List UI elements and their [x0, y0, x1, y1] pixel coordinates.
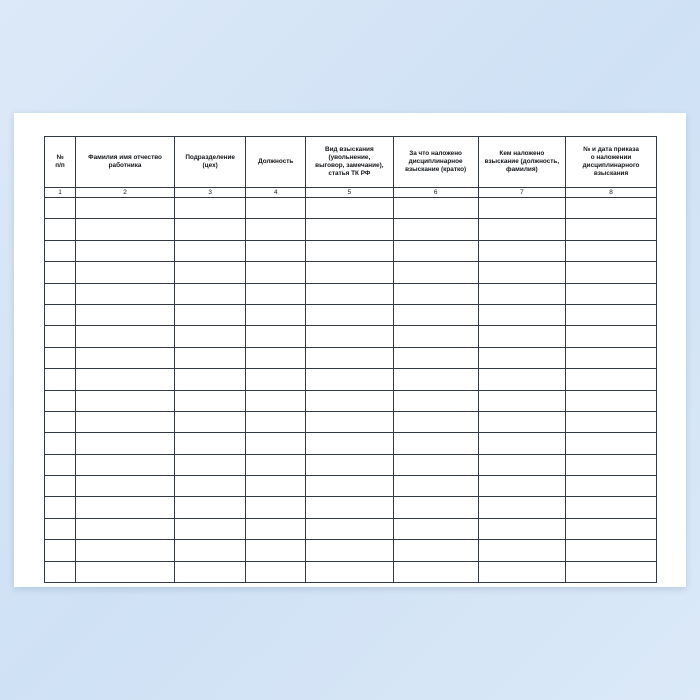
registration-table-area	[44, 136, 657, 566]
table-cell[interactable]	[76, 240, 175, 261]
table-cell[interactable]	[393, 283, 478, 304]
table-cell[interactable]	[45, 369, 76, 390]
column-number-cell: 7	[478, 188, 565, 198]
table-cell[interactable]	[246, 347, 306, 368]
table-cell[interactable]	[45, 433, 76, 454]
table-cell[interactable]	[246, 454, 306, 475]
table-cell[interactable]	[306, 540, 393, 561]
table-cell[interactable]	[175, 198, 246, 219]
table-cell[interactable]	[175, 561, 246, 582]
table-row	[45, 240, 657, 261]
table-cell[interactable]	[45, 262, 76, 283]
table-cell[interactable]	[76, 518, 175, 539]
table-row	[45, 561, 657, 582]
table-cell[interactable]	[76, 390, 175, 411]
table-cell[interactable]	[246, 411, 306, 432]
table-cell[interactable]	[393, 262, 478, 283]
table-cell[interactable]	[45, 540, 76, 561]
table-cell[interactable]	[306, 240, 393, 261]
table-cell[interactable]	[76, 540, 175, 561]
table-cell[interactable]	[306, 198, 393, 219]
col-header-issuer: Кем наложено взыскание (должность, фамилия)	[478, 137, 565, 188]
paper-sheet	[14, 113, 686, 587]
table-cell[interactable]	[175, 476, 246, 497]
column-number-cell: 8	[566, 188, 657, 198]
table-cell[interactable]	[76, 347, 175, 368]
table-row	[45, 540, 657, 561]
table-cell[interactable]	[175, 240, 246, 261]
table-cell[interactable]	[566, 454, 657, 475]
table-cell[interactable]	[478, 283, 565, 304]
table-cell[interactable]	[478, 326, 565, 347]
col-header-number: № п/п	[45, 137, 76, 188]
table-cell[interactable]	[306, 304, 393, 325]
table-cell[interactable]	[393, 219, 478, 240]
table-cell[interactable]	[566, 497, 657, 518]
table-cell[interactable]	[566, 304, 657, 325]
table-cell[interactable]	[76, 497, 175, 518]
table-cell[interactable]	[246, 262, 306, 283]
table-cell[interactable]	[76, 476, 175, 497]
table-cell[interactable]	[566, 262, 657, 283]
table-cell[interactable]	[478, 390, 565, 411]
table-cell[interactable]	[306, 262, 393, 283]
table-row	[45, 390, 657, 411]
table-cell[interactable]	[566, 283, 657, 304]
table-row	[45, 411, 657, 432]
table-cell[interactable]	[45, 240, 76, 261]
table-cell[interactable]	[478, 454, 565, 475]
table-cell[interactable]	[246, 518, 306, 539]
table-cell[interactable]	[306, 390, 393, 411]
table-cell[interactable]	[45, 518, 76, 539]
table-cell[interactable]	[76, 561, 175, 582]
table-cell[interactable]	[306, 433, 393, 454]
table-cell[interactable]	[393, 454, 478, 475]
column-number-cell: 4	[246, 188, 306, 198]
table-cell[interactable]	[45, 561, 76, 582]
table-cell[interactable]	[45, 326, 76, 347]
column-number-cell: 5	[306, 188, 393, 198]
col-header-position: Должность	[246, 137, 306, 188]
table-cell[interactable]	[478, 347, 565, 368]
table-cell[interactable]	[566, 369, 657, 390]
table-cell[interactable]	[478, 240, 565, 261]
table-row	[45, 304, 657, 325]
table-cell[interactable]	[175, 326, 246, 347]
table-cell[interactable]	[175, 433, 246, 454]
table-cell[interactable]	[306, 347, 393, 368]
table-cell[interactable]	[76, 219, 175, 240]
table-cell[interactable]	[306, 219, 393, 240]
table-cell[interactable]	[566, 411, 657, 432]
table-cell[interactable]	[45, 198, 76, 219]
column-number-cell: 3	[175, 188, 246, 198]
col-header-reason: За что наложено дисциплинарное взыскание (кратко)	[393, 137, 478, 188]
disciplinary-register-table	[44, 136, 657, 583]
table-cell[interactable]	[175, 390, 246, 411]
table-cell[interactable]	[175, 454, 246, 475]
table-cell[interactable]	[45, 454, 76, 475]
table-cell[interactable]	[45, 347, 76, 368]
col-header-penalty-type: Вид взыскания (увольнение, выговор, замечание), статья ТК РФ	[306, 137, 393, 188]
table-cell[interactable]	[175, 347, 246, 368]
table-cell[interactable]	[175, 262, 246, 283]
table-row	[45, 476, 657, 497]
table-cell[interactable]	[478, 497, 565, 518]
table-cell[interactable]	[45, 476, 76, 497]
table-cell[interactable]	[306, 476, 393, 497]
table-cell[interactable]	[76, 262, 175, 283]
table-cell[interactable]	[246, 304, 306, 325]
table-cell[interactable]	[76, 283, 175, 304]
table-cell[interactable]	[306, 454, 393, 475]
table-cell[interactable]	[306, 326, 393, 347]
table-cell[interactable]	[175, 518, 246, 539]
table-cell[interactable]	[566, 240, 657, 261]
table-cell[interactable]	[393, 240, 478, 261]
table-cell[interactable]	[478, 304, 565, 325]
table-cell[interactable]	[393, 518, 478, 539]
table-cell[interactable]	[45, 411, 76, 432]
table-cell[interactable]	[393, 369, 478, 390]
table-cell[interactable]	[478, 411, 565, 432]
table-cell[interactable]	[246, 433, 306, 454]
column-number-cell: 6	[393, 188, 478, 198]
table-cell[interactable]	[393, 497, 478, 518]
column-number-cell: 2	[76, 188, 175, 198]
table-cell[interactable]	[175, 369, 246, 390]
table-cell[interactable]	[306, 518, 393, 539]
table-cell[interactable]	[393, 304, 478, 325]
table-cell[interactable]	[76, 326, 175, 347]
table-header-row	[45, 137, 657, 188]
table-cell[interactable]	[45, 390, 76, 411]
table-cell[interactable]	[76, 304, 175, 325]
table-cell[interactable]	[393, 476, 478, 497]
table-row	[45, 433, 657, 454]
table-cell[interactable]	[45, 219, 76, 240]
table-cell[interactable]	[246, 283, 306, 304]
table-cell[interactable]	[478, 540, 565, 561]
table-cell[interactable]	[566, 326, 657, 347]
table-cell[interactable]	[393, 561, 478, 582]
table-cell[interactable]	[393, 411, 478, 432]
table-row	[45, 347, 657, 368]
table-cell[interactable]	[246, 219, 306, 240]
table-cell[interactable]	[175, 411, 246, 432]
table-cell[interactable]	[246, 326, 306, 347]
table-cell[interactable]	[393, 433, 478, 454]
table-cell[interactable]	[246, 198, 306, 219]
table-cell[interactable]	[566, 198, 657, 219]
table-cell[interactable]	[45, 304, 76, 325]
table-row	[45, 454, 657, 475]
table-cell[interactable]	[306, 283, 393, 304]
table-cell[interactable]	[566, 347, 657, 368]
table-cell[interactable]	[246, 390, 306, 411]
table-cell[interactable]	[306, 561, 393, 582]
table-cell[interactable]	[566, 476, 657, 497]
table-row	[45, 326, 657, 347]
table-cell[interactable]	[478, 198, 565, 219]
table-body	[45, 188, 657, 583]
table-cell[interactable]	[246, 369, 306, 390]
table-cell[interactable]	[478, 561, 565, 582]
table-row	[45, 198, 657, 219]
table-cell[interactable]	[175, 219, 246, 240]
table-cell[interactable]	[478, 262, 565, 283]
table-cell[interactable]	[306, 497, 393, 518]
table-row	[45, 369, 657, 390]
column-number-cell: 1	[45, 188, 76, 198]
table-cell[interactable]	[246, 561, 306, 582]
table-cell[interactable]	[393, 347, 478, 368]
table-cell[interactable]	[478, 433, 565, 454]
table-header	[45, 137, 657, 188]
table-cell[interactable]	[566, 518, 657, 539]
col-header-order-number-date: № и дата приказа о наложении дисциплинарного взыскания	[566, 137, 657, 188]
table-cell[interactable]	[393, 540, 478, 561]
table-row	[45, 219, 657, 240]
table-cell[interactable]	[478, 518, 565, 539]
table-row	[45, 283, 657, 304]
table-cell[interactable]	[246, 240, 306, 261]
table-cell[interactable]	[76, 411, 175, 432]
table-cell[interactable]	[478, 369, 565, 390]
table-cell[interactable]	[393, 390, 478, 411]
table-cell[interactable]	[76, 454, 175, 475]
table-cell[interactable]	[76, 433, 175, 454]
table-cell[interactable]	[246, 497, 306, 518]
table-row	[45, 262, 657, 283]
table-row	[45, 518, 657, 539]
table-cell[interactable]	[393, 198, 478, 219]
column-number-row	[45, 188, 657, 198]
table-cell[interactable]	[306, 369, 393, 390]
table-cell[interactable]	[175, 283, 246, 304]
table-cell[interactable]	[175, 540, 246, 561]
col-header-department: Подразделение (цех)	[175, 137, 246, 188]
table-cell[interactable]	[76, 369, 175, 390]
table-cell[interactable]	[175, 497, 246, 518]
table-row	[45, 497, 657, 518]
table-cell[interactable]	[566, 390, 657, 411]
table-cell[interactable]	[246, 476, 306, 497]
table-cell[interactable]	[478, 219, 565, 240]
table-cell[interactable]	[306, 411, 393, 432]
table-cell[interactable]	[45, 497, 76, 518]
table-cell[interactable]	[566, 561, 657, 582]
table-cell[interactable]	[175, 304, 246, 325]
col-header-fullname: Фамилия имя отчество работника	[76, 137, 175, 188]
table-cell[interactable]	[76, 198, 175, 219]
table-cell[interactable]	[566, 433, 657, 454]
table-cell[interactable]	[566, 540, 657, 561]
table-cell[interactable]	[45, 283, 76, 304]
table-cell[interactable]	[246, 540, 306, 561]
table-cell[interactable]	[393, 326, 478, 347]
table-cell[interactable]	[478, 476, 565, 497]
table-cell[interactable]	[566, 219, 657, 240]
